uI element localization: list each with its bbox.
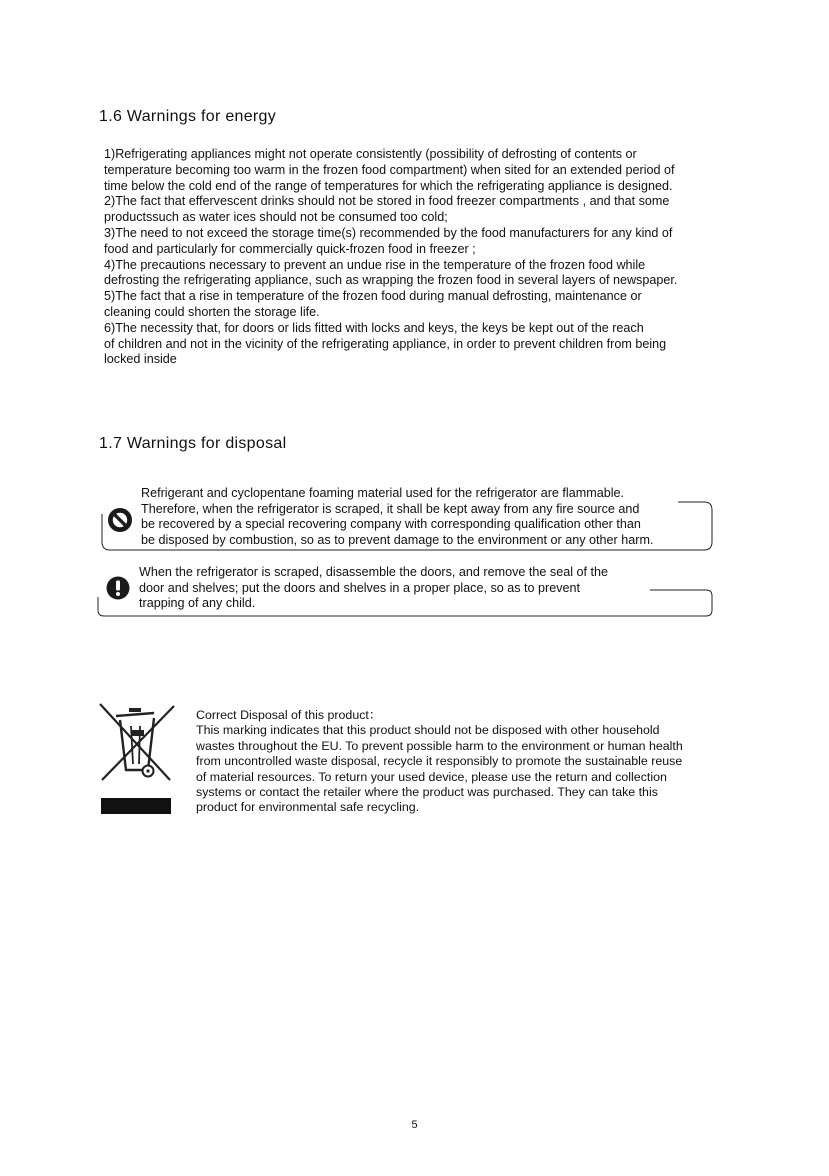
energy-line: 2)The fact that effervescent drinks should not be stored in food freezer compartments , and that some xyxy=(104,194,670,209)
energy-line: productssuch as water ices should not be consumed too cold; xyxy=(104,210,448,225)
energy-line: of children and not in the vicinity of the refrigerating appliance, in order to prevent children from being xyxy=(104,336,667,351)
warning-line: When the refrigerator is scraped, disassemble the doors, and remove the seal of the xyxy=(139,565,609,579)
weee-disposal-text xyxy=(196,708,683,816)
prohibition-icon xyxy=(107,507,133,533)
weee-line: systems or contact the retailer where the product was purchased. They can take this xyxy=(196,785,658,800)
energy-line: time below the cold end of the range of temperatures for which the refrigerating appliance is designed. xyxy=(104,178,673,193)
section-heading-energy: 1.6 Warnings for energy xyxy=(99,108,277,125)
warning-line: trapping of any child. xyxy=(139,596,256,611)
warning-line: be recovered by a special recovering company with corresponding qualification other than xyxy=(141,517,641,532)
warning-line: Therefore, when the refrigerator is scraped, it shall be kept away from any fire source and xyxy=(141,501,640,516)
weee-line: product for environmental safe recycling. xyxy=(196,800,420,815)
page-number: 5 xyxy=(411,1119,418,1131)
warning-line: be disposed by combustion, so as to prevent damage to the environment or any other harm. xyxy=(141,532,654,547)
exclamation-icon xyxy=(106,576,130,600)
weee-title: Correct Disposal of this product： xyxy=(196,708,382,722)
energy-line: locked inside xyxy=(104,352,177,367)
energy-line: temperature becoming too warm in the frozen food compartment) when sited for an extended period of xyxy=(104,162,675,177)
energy-line: 1)Refrigerating appliances might not operate consistently (possibility of defrosting of contents or xyxy=(104,147,637,161)
energy-line: 5)The fact that a rise in temperature of the frozen food during manual defrosting, maintenance or xyxy=(104,289,642,304)
warning-line: door and shelves; put the doors and shelves in a proper place, so as to prevent xyxy=(139,580,581,595)
flammable-warning-text xyxy=(141,486,653,548)
energy-line: food and particularly for commercially quick-frozen food in freezer ; xyxy=(104,241,476,256)
energy-line: 3)The need to not exceed the storage time(s) recommended by the food manufacturers for any kind of xyxy=(104,225,673,240)
weee-line: of material resources. To return your used device, please use the return and collection xyxy=(196,769,667,784)
section-heading-disposal: 1.7 Warnings for disposal xyxy=(99,435,287,452)
crossed-out-wheelie-bin-icon xyxy=(96,700,176,818)
child-trap-warning-text xyxy=(139,565,608,612)
weee-line: wastes throughout the EU. To prevent possible harm to the environment or human health xyxy=(196,738,683,753)
energy-line: cleaning could shorten the storage life. xyxy=(104,304,320,319)
weee-line: This marking indicates that this product should not be disposed with other household xyxy=(196,723,660,738)
energy-line: defrosting the refrigerating appliance, such as wrapping the frozen food in several layers of newspaper. xyxy=(104,273,678,288)
energy-line: 6)The necessity that, for doors or lids fitted with locks and keys, the keys be kept out of the reach xyxy=(104,320,644,335)
weee-line: from uncontrolled waste disposal, recycle it responsibly to promote the sustainable reuse xyxy=(196,754,683,769)
warning-line: Refrigerant and cyclopentane foaming material used for the refrigerator are flammable. xyxy=(141,486,625,500)
energy-line: 4)The precautions necessary to prevent an undue rise in the temperature of the frozen food while xyxy=(104,257,646,272)
